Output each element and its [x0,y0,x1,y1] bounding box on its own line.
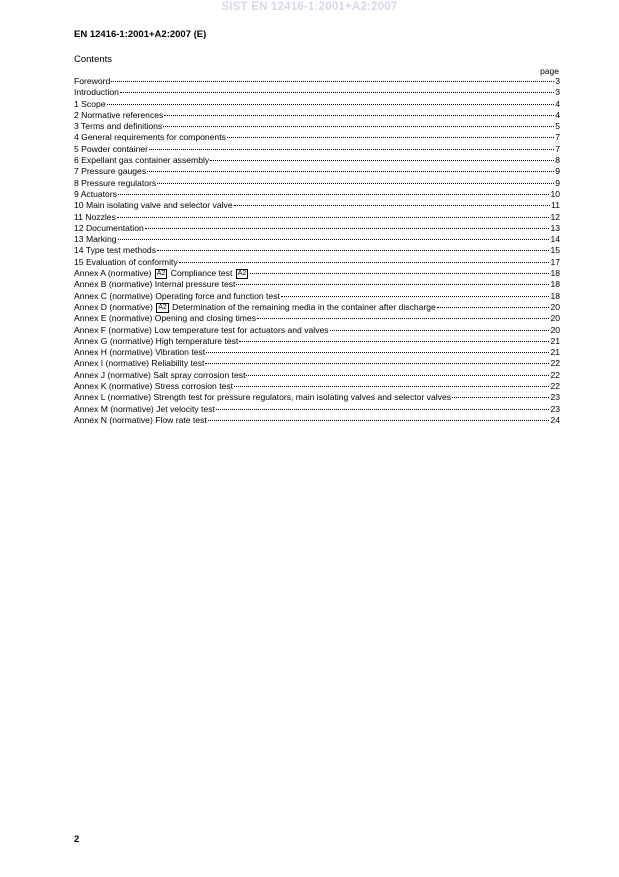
toc-entry-page: 22 [550,381,560,392]
toc-entry[interactable] [74,370,560,381]
toc-entry-prefix: Annex D (normative) [74,301,156,312]
toc-entry-page: 23 [550,392,560,403]
toc-dot-leader [117,217,550,218]
toc-entry-title: Annex I (normative) Reliability test [74,358,205,369]
toc-entry-page: 5 [555,121,560,132]
toc-entry-title: Annex G (normative) High temperature test [74,335,239,346]
amendment-start-marker-icon: A2 [156,270,166,278]
toc-dot-leader [145,228,550,229]
toc-dot-leader [157,250,549,251]
toc-entry[interactable] [74,291,560,302]
toc-entry-title: Annex E (normative) Opening and closing times [74,313,256,324]
toc-entry-prefix: Annex A (normative) [74,268,154,279]
toc-entry-title: 6 Expellant gas container assembly [74,155,210,166]
toc-entry[interactable] [74,234,560,245]
toc-dot-leader [236,284,549,285]
toc-dot-leader [163,126,554,127]
toc-entry-title: 14 Type test methods [74,245,157,256]
toc-entry-title: Annex H (normative) Vibration test [74,347,206,358]
toc-entry-title: Foreword [74,76,111,86]
toc-entry-title: Annex C (normative) Operating force and function test [74,290,280,301]
toc-entry[interactable] [74,132,560,143]
toc-entry-title [74,302,436,313]
toc-dot-leader [164,115,554,116]
toc-entry[interactable] [74,268,560,279]
toc-entry[interactable] [74,336,560,347]
toc-dot-leader [227,137,554,138]
toc-dot-leader [107,104,555,105]
toc-entry[interactable] [74,200,560,211]
table-of-contents [74,76,560,426]
toc-entry-page: 13 [550,222,560,233]
toc-dot-leader [452,397,549,398]
contents-heading: Contents [74,54,113,65]
toc-entry-title: Annex N (normative) Flow rate test [74,414,207,425]
toc-entry-page: 24 [550,414,560,425]
toc-entry[interactable] [74,189,560,200]
page-number: 2 [74,834,80,845]
toc-entry[interactable] [74,99,560,110]
toc-entry[interactable] [74,257,560,268]
toc-entry[interactable] [74,313,560,324]
amendment-start-marker-icon: A2 [158,303,167,311]
toc-dot-leader [111,81,554,82]
toc-dot-leader [205,363,549,364]
toc-entry-title: 5 Powder container [74,143,149,154]
toc-dot-leader [250,273,549,274]
toc-entry-title: Annex F (normative) Low temperature test for actuators and valves [74,324,329,335]
toc-entry-title: 7 Pressure gauges [74,166,147,177]
toc-entry-title: 10 Main isolating valve and selector valve [74,200,233,211]
toc-entry-page: 17 [550,256,560,267]
toc-entry[interactable] [74,155,560,166]
toc-dot-leader [179,262,550,263]
toc-dot-leader [157,183,554,184]
toc-entry-page: 3 [555,76,560,86]
toc-entry-page: 20 [550,313,560,324]
toc-dot-leader [234,205,550,206]
toc-dot-leader [234,386,549,387]
toc-entry[interactable] [74,325,560,336]
toc-dot-leader [239,341,549,342]
watermark: SIST EN 12416-1:2001+A2:2007 [221,1,398,13]
toc-dot-leader [149,149,554,150]
toc-dot-leader [118,194,549,195]
toc-entry-title: Annex K (normative) Stress corrosion test [74,381,234,392]
toc-entry[interactable] [74,87,560,98]
toc-dot-leader [118,239,550,240]
toc-dot-leader [208,420,550,421]
toc-entry-title [74,268,249,279]
toc-entry-page: 10 [550,188,560,199]
toc-entry-page: 20 [550,301,560,312]
toc-entry-text: Determination of the remaining media in the container after discharge [169,301,436,312]
toc-entry[interactable] [74,279,560,290]
toc-entry-title: 12 Documentation [74,222,144,233]
toc-entry-page: 18 [550,268,560,279]
toc-entry-page: 7 [555,132,560,143]
toc-entry-page: 18 [550,279,560,290]
toc-dot-leader [281,296,550,297]
toc-entry[interactable] [74,245,560,256]
toc-entry-title: 15 Evaluation of conformity [74,256,178,267]
toc-entry-title: 8 Pressure regulators [74,177,157,188]
toc-entry-title: Annex M (normative) Jet velocity test [74,403,215,414]
toc-entry-page: 9 [555,177,560,188]
toc-entry-page: 4 [555,98,560,109]
toc-entry-title: 13 Marking [74,234,117,245]
toc-dot-leader [216,409,550,410]
toc-entry-title: 1 Scope [74,98,106,109]
toc-dot-leader [210,160,554,161]
toc-dot-leader [246,375,549,376]
toc-entry-title: 2 Normative references [74,109,164,120]
toc-entry-page: 22 [550,369,560,380]
toc-entry-page: 21 [550,347,560,358]
toc-entry[interactable] [74,302,560,313]
toc-entry[interactable] [74,415,560,426]
toc-dot-leader [257,318,549,319]
toc-entry[interactable] [74,358,560,369]
toc-entry-title: Annex B (normative) Internal pressure test [74,279,236,290]
toc-entry-page: 21 [550,335,560,346]
toc-entry[interactable] [74,110,560,121]
toc-entry[interactable] [74,144,560,155]
page-column-label: page [540,66,559,76]
toc-entry-title: Annex L (normative) Strength test for pressure regulators, main isolating valves and selector valves [74,392,452,403]
toc-entry-page: 4 [555,109,560,120]
toc-entry[interactable] [74,347,560,358]
toc-entry-page: 23 [550,403,560,414]
toc-dot-leader [147,171,554,172]
toc-entry-page: 18 [550,290,560,301]
toc-entry-page: 12 [550,211,560,222]
toc-entry-title: 3 Terms and definitions [74,121,163,132]
toc-dot-leader [206,352,549,353]
toc-entry[interactable] [74,178,560,189]
toc-entry[interactable] [74,166,560,177]
toc-entry-page: 7 [555,143,560,154]
toc-dot-leader [437,307,550,308]
toc-entry-title: 4 General requirements for components [74,132,226,143]
document-id: EN 12416-1:2001+A2:2007 (E) [74,29,207,40]
toc-entry-page: 15 [550,245,560,256]
toc-entry-title: 9 Actuators [74,188,117,199]
toc-entry[interactable] [74,76,560,87]
toc-entry-page: 14 [550,234,560,245]
toc-entry[interactable] [74,392,560,403]
toc-dot-leader [120,92,554,93]
toc-entry[interactable] [74,223,560,234]
toc-entry[interactable] [74,404,560,415]
toc-entry-page: 11 [551,200,560,211]
toc-entry-page: 9 [555,166,560,177]
toc-entry-title: Introduction [74,87,119,98]
toc-entry-text: Compliance test [168,268,235,279]
toc-entry-title: Annex J (normative) Salt spray corrosion test [74,369,246,380]
toc-entry[interactable] [74,381,560,392]
toc-entry-page: 20 [550,324,560,335]
toc-entry-title: 11 Nozzles [74,211,116,222]
amendment-end-marker-icon: A2 [237,270,247,278]
toc-entry[interactable] [74,121,560,132]
toc-entry-page: 8 [555,155,560,166]
toc-entry-page: 3 [555,87,560,98]
toc-entry[interactable] [74,212,560,223]
toc-entry-page: 22 [550,358,560,369]
toc-dot-leader [330,330,550,331]
